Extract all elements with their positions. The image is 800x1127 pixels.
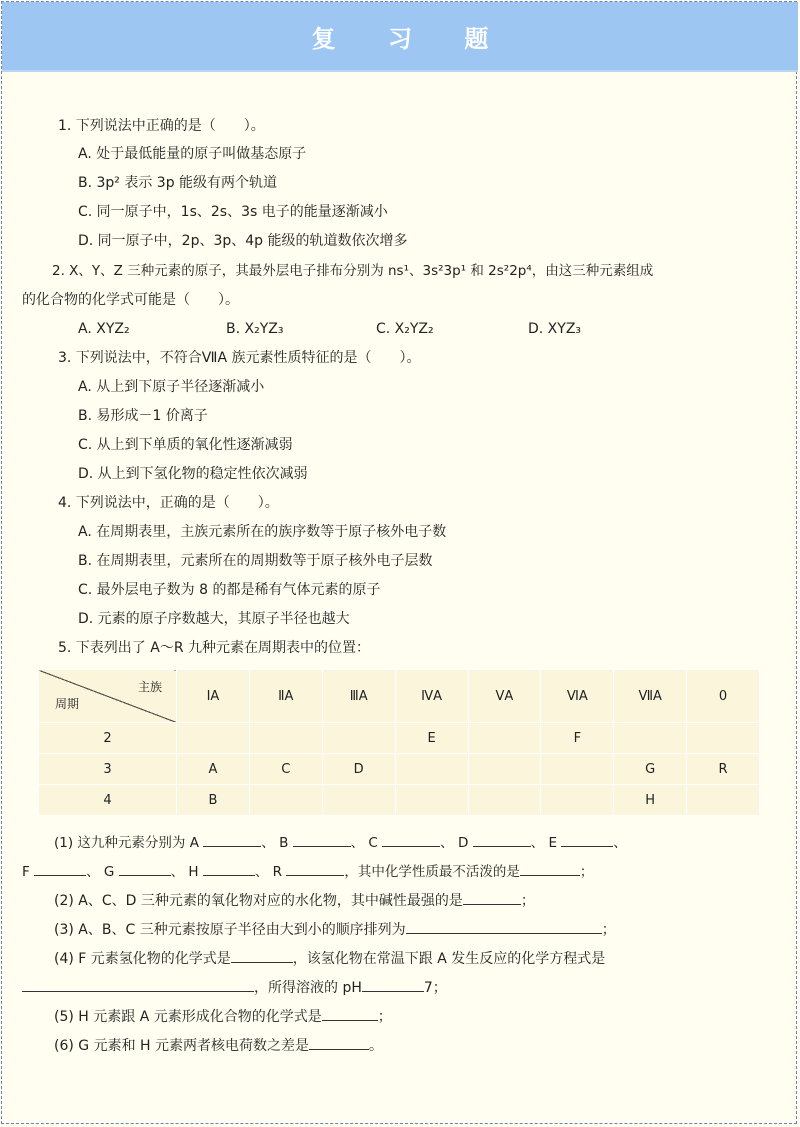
sub1-label-r: R (272, 864, 283, 880)
sub4-text-b: ，该氢化物在常温下跟 A 发生反应的化学方程式是 (292, 951, 606, 967)
sub1-sep: 、 (254, 864, 269, 880)
period-label: 4 (39, 785, 177, 816)
table-cell (322, 723, 395, 754)
sub1-blank-g[interactable] (119, 861, 171, 876)
sub1-prefix: (1) 这九种元素分别为 (54, 835, 186, 851)
table-cell: B (177, 785, 250, 816)
q1-option-b: B. 3p² 表示 3p 能级有两个轨道 (78, 175, 278, 191)
sub1-label-a: A (189, 835, 199, 851)
sub6-end: 。 (369, 1038, 384, 1054)
table-cell (687, 785, 760, 816)
header-divider (2, 70, 798, 72)
q4-option-b: B. 在周期表里，元素所在的周期数等于原子核外电子层数 (78, 553, 433, 569)
sub1-label-b: B (279, 835, 289, 851)
sub1-tail: ，其中化学性质最不活泼的是 (344, 864, 520, 880)
table-cell: C (249, 754, 322, 785)
sub6-text: (6) G 元素和 H 元素两者核电荷数之差是 (54, 1038, 310, 1054)
sub4-text-c: ，所得溶液的 pH (254, 980, 362, 996)
table-cell (322, 785, 395, 816)
q5-sub5 (54, 1006, 392, 1026)
sub4-blank-equation[interactable] (22, 977, 254, 992)
column-header: ⅥA (541, 670, 614, 723)
q5-sub2 (54, 890, 535, 910)
q2-option-c: C. X₂YZ₂ (376, 321, 434, 337)
table-cell (177, 723, 250, 754)
column-header: ⅤA (468, 670, 541, 723)
table-cell (614, 723, 687, 754)
q3-stem: 3. 下列说法中，不符合ⅦA 族元素性质特征的是（ ）。 (58, 350, 421, 366)
table-cell (541, 754, 614, 785)
q4-option-d: D. 元素的原子序数越大，其原子半径也越大 (78, 611, 350, 627)
q2-option-a: A. XYZ₂ (78, 321, 130, 337)
sub4-text-a: (4) F 元素氢化物的化学式是 (54, 951, 231, 967)
header-bar (2, 2, 798, 70)
corner-label-period: 周期 (55, 697, 80, 711)
q1-option-d: D. 同一原子中，2p、3p、4p 能级的轨道数依次增多 (78, 233, 408, 249)
sub3-end: ； (601, 922, 616, 938)
table-cell: E (395, 723, 468, 754)
sub3-blank[interactable] (406, 919, 602, 934)
sub1-sep: 、 (530, 835, 545, 851)
sub6-blank[interactable] (309, 1035, 369, 1050)
column-header: ⅢA (322, 670, 395, 723)
sub1-blank-e[interactable] (561, 832, 613, 847)
sub5-blank[interactable] (322, 1006, 378, 1021)
q2-option-d: D. XYZ₃ (528, 321, 582, 337)
sub1-blank-b[interactable] (293, 832, 351, 847)
sub4-text-d: 7； (423, 980, 447, 996)
sub5-text: (5) H 元素跟 A 元素形成化合物的化学式是 (54, 1009, 322, 1025)
period-label: 3 (39, 754, 177, 785)
table-header-row (39, 670, 760, 723)
sub1-blank-inert[interactable] (520, 861, 580, 876)
sub1-label-h: H (188, 864, 199, 880)
table-cell: G (614, 754, 687, 785)
q4-option-a: A. 在周期表里，主族元素所在的族序数等于原子核外电子数 (78, 524, 447, 540)
table-cell (249, 785, 322, 816)
table-cell (468, 785, 541, 816)
table-cell (249, 723, 322, 754)
table-row (39, 723, 760, 754)
q4-stem: 4. 下列说法中，正确的是（ ）。 (58, 495, 279, 511)
table-cell: D (322, 754, 395, 785)
q3-option-d: D. 从上到下氢化物的稳定性依次减弱 (78, 466, 308, 482)
sub5-end: ； (377, 1009, 392, 1025)
sub1-label-d: D (457, 835, 469, 851)
sub1-label-f: F (22, 864, 30, 880)
q2-stem-line1: 2. X、Y、Z 三种元素的原子，其最外层电子排布分别为 ns¹、3s²3p¹ 和 2s²2p⁴，由这三种元素组成 (52, 263, 654, 279)
sub1-blank-c[interactable] (382, 832, 440, 847)
table-cell (468, 754, 541, 785)
table-cell (541, 785, 614, 816)
q5-sub6 (54, 1035, 383, 1055)
q5-sub4-line1 (54, 948, 605, 968)
q5-sub1-line1 (54, 832, 627, 852)
q2-stem-line2: 的化合物的化学式可能是（ ）。 (22, 292, 239, 308)
sub2-text: (2) A、C、D 三种元素的氧化物对应的水化物，其中碱性最强的是 (54, 893, 463, 909)
sub3-text: (3) A、B、C 三种元素按原子半径由大到小的顺序排列为 (54, 922, 406, 938)
sub1-blank-r[interactable] (286, 861, 344, 876)
sub1-sep: 、 (613, 835, 627, 851)
sub1-end: ； (579, 864, 594, 880)
q1-option-c: C. 同一原子中，1s、2s、3s 电子的能量逐渐减小 (78, 204, 388, 220)
table-cell: H (614, 785, 687, 816)
sub1-sep: 、 (170, 864, 185, 880)
table-cell (468, 723, 541, 754)
table-cell: R (687, 754, 760, 785)
column-header: ⅠA (177, 670, 250, 723)
column-header: ⅣA (395, 670, 468, 723)
table-corner-cell (39, 670, 177, 723)
q3-option-a: A. 从上到下原子半径逐渐减小 (78, 379, 265, 395)
column-header: ⅦA (614, 670, 687, 723)
q5-stem: 5. 下表列出了 A～R 九种元素在周期表中的位置： (58, 640, 371, 656)
sub1-blank-f[interactable] (34, 861, 86, 876)
sub2-end: ； (520, 893, 535, 909)
table-row (39, 785, 760, 816)
sub1-sep: 、 (440, 835, 454, 851)
page-title: 复 习 题 (311, 24, 511, 53)
sub1-label-e: E (548, 835, 557, 851)
sub1-label-g: G (103, 864, 115, 880)
sub2-blank[interactable] (463, 890, 521, 905)
periodic-table (38, 669, 760, 816)
q5-sub4-line2 (22, 977, 447, 997)
q5-sub1-line2 (22, 861, 593, 881)
table-row (39, 754, 760, 785)
corner-label-group: 主族 (137, 680, 162, 694)
sub4-blank-ph[interactable] (362, 977, 424, 992)
sub1-blank-h[interactable] (203, 861, 255, 876)
sub1-sep: 、 (350, 835, 365, 851)
table-cell (687, 723, 760, 754)
sub1-blank-a[interactable] (203, 832, 261, 847)
sub1-label-c: C (368, 835, 378, 851)
q5-sub3 (54, 919, 616, 939)
sub1-sep: 、 (261, 835, 275, 851)
column-header: 0 (687, 670, 760, 723)
column-header: ⅡA (249, 670, 322, 723)
sub1-sep: 、 (86, 864, 100, 880)
q2-option-b: B. X₂YZ₃ (226, 321, 284, 337)
sub4-blank-hydride[interactable] (231, 948, 293, 963)
period-label: 2 (39, 723, 177, 754)
q3-option-b: B. 易形成－1 价离子 (78, 408, 208, 424)
table-cell: F (541, 723, 614, 754)
table-cell: A (177, 754, 250, 785)
q1-option-a: A. 处于最低能量的原子叫做基态原子 (78, 146, 307, 162)
sub1-blank-d[interactable] (473, 832, 531, 847)
table-cell (395, 785, 468, 816)
q1-stem: 1. 下列说法中正确的是（ ）。 (58, 118, 265, 134)
table-cell (395, 754, 468, 785)
q4-option-c: C. 最外层电子数为 8 的都是稀有气体元素的原子 (78, 582, 381, 598)
q3-option-c: C. 从上到下单质的氧化性逐渐减弱 (78, 437, 293, 453)
